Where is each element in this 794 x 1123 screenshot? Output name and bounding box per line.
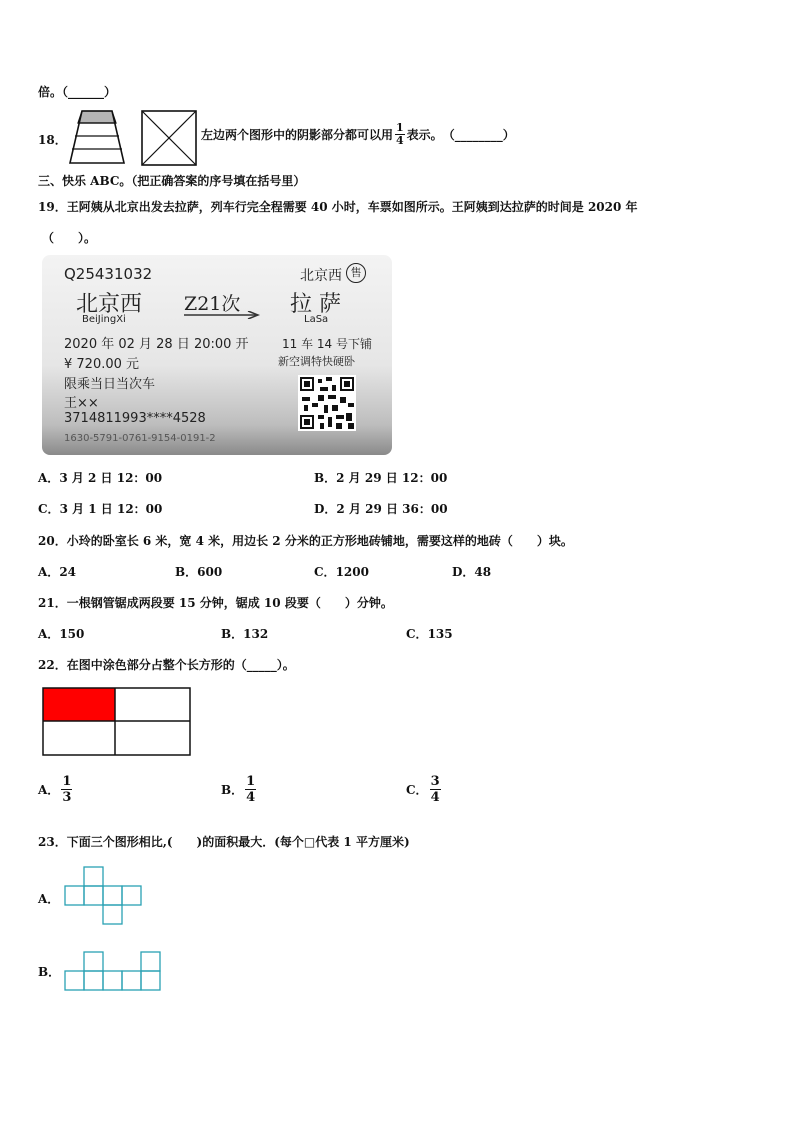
q19-option-a[interactable]: A．3 月 2 日 12：00 <box>38 471 163 485</box>
q21-option-c[interactable]: C．135 <box>406 627 453 641</box>
q19-option-c[interactable]: C．3 月 1 日 12：00 <box>38 502 163 516</box>
ticket-train: Z21次 <box>184 293 241 315</box>
ticket-station-top: 北京西 <box>300 268 342 284</box>
q21-option-a[interactable]: A．150 <box>38 627 85 641</box>
q18-fraction: $\frac{1}{4}$ <box>396 121 404 147</box>
q21-text: 21．一根钢管锯成两段要 15 分钟，锯成 10 段要（ ）分钟。 <box>38 596 393 610</box>
q22-shaded-cell <box>43 688 115 721</box>
q19-answer-blank[interactable]: （ ）。 <box>42 231 97 245</box>
arrow-icon <box>182 311 262 319</box>
ticket-to-pinyin: LaSa <box>304 314 329 325</box>
q22-option-c[interactable]: C． $\frac{3}{4}$ <box>406 774 440 805</box>
q23-figure-b <box>64 951 164 993</box>
q18-answer-blank[interactable]: （________） <box>442 128 515 142</box>
q23-option-a-label[interactable]: A． <box>38 892 60 906</box>
q23-figure-a <box>64 866 144 926</box>
ticket-serial: 1630-5791-0761-9154-0191-2 <box>64 433 216 444</box>
q17-answer-blank[interactable]: （______） <box>62 85 117 99</box>
q18-statement: 左边两个图形中的阴影部分都可以用 $\frac{1}{4}$ 表示。 （________） <box>201 121 515 147</box>
ticket-sale-stamp: 售 <box>346 263 366 283</box>
ticket-name: 王×× <box>64 396 99 411</box>
q21-option-b[interactable]: B．132 <box>221 627 269 641</box>
q17-tail: 倍。（______） <box>38 85 117 99</box>
q18-trapezoid-figure <box>66 109 128 167</box>
q23-text: 23．下面三个图形相比,( )的面积最大．(每个□代表 1 平方厘米) <box>38 835 410 849</box>
q19-text: 19．王阿姨从北京出发去拉萨，列车行完全程需要 40 小时，车票如图所示。王阿姨到达拉萨的时间是 2020 年 <box>38 200 638 214</box>
ticket-from-pinyin: BeiJingXi <box>82 314 126 325</box>
q20-text: 20．小玲的卧室长 6 米，宽 4 米，用边长 2 分米的正方形地砖铺地，需要这样的地砖（ ）块。 <box>38 534 573 548</box>
q19-option-d[interactable]: D．2 月 29 日 36：00 <box>314 502 448 516</box>
section-title: 三、快乐 ABC。（把正确答案的序号填在括号里） <box>38 174 306 188</box>
q20-option-b[interactable]: B．600 <box>175 565 223 579</box>
q22-rectangle-figure <box>42 687 192 757</box>
ticket-class: 新空调特快硬卧 <box>278 355 355 368</box>
q20-option-a[interactable]: A．24 <box>38 565 77 579</box>
q20-option-c[interactable]: C．1200 <box>314 565 369 579</box>
ticket-from: 北京西 <box>76 292 143 317</box>
q22-option-b[interactable]: B． $\frac{1}{4}$ <box>221 774 256 805</box>
ticket-seat: 11 车 14 号下铺 <box>282 337 372 351</box>
ticket-note: 限乘当日当次车 <box>64 377 156 392</box>
ticket-datetime: 2020 年 02 月 28 日 20:00 开 <box>64 337 249 352</box>
q22-option-a[interactable]: A． $\frac{1}{3}$ <box>38 774 72 805</box>
train-ticket-image <box>42 255 392 455</box>
q20-option-d[interactable]: D．48 <box>452 565 492 579</box>
ticket-code: Q25431032 <box>64 265 153 283</box>
qr-code-icon <box>298 375 356 431</box>
ticket-price: ¥ 720.00 元 <box>64 357 140 372</box>
q22-text: 22．在图中涂色部分占整个长方形的（_____）。 <box>38 658 295 672</box>
q19-option-b[interactable]: B．2 月 29 日 12：00 <box>314 471 448 485</box>
q18-number: 18． <box>38 133 67 147</box>
ticket-id: 3714811993****4528 <box>64 411 206 426</box>
q23-option-b-label[interactable]: B． <box>38 965 61 979</box>
ticket-to: 拉 萨 <box>290 292 341 317</box>
q18-square-figure <box>141 110 197 166</box>
